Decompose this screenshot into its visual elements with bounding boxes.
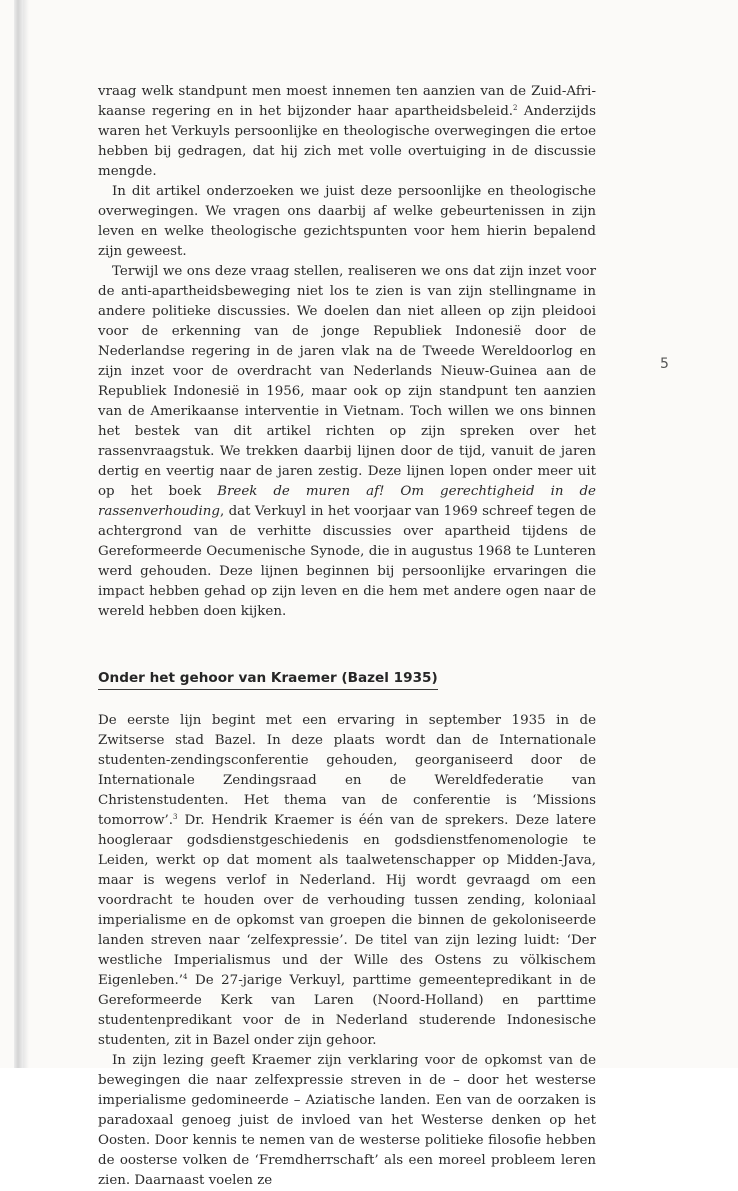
paragraph-4 [98,711,596,1051]
page-binding-edge [14,0,23,1068]
paragraph-1 [98,82,596,182]
footnote-marker-4[interactable]: 4 [183,973,188,981]
paragraph-3-text: Terwijl we ons deze vraag stellen, realiseren we ons dat zijn inzet voor de anti-apartheidsbeweging niet los te zien is van zijn stellingname in andere politieke discussies. We doelen dan niet alleen op zijn pleidooi voor de erkenning van de jonge Republiek Indonesië door de Nederlandse regering in de jaren vlak na de Tweede Wereldoorlog en zijn inzet voor de overdracht van Nederlands Nieuw-Guinea aan de Republiek Indonesië in 1956, maar ook op zijn standpunt ten aanzien van de Amerikaanse interventie in Vietnam. Toch willen we ons binnen het bestek van dit artikel richten op zijn spreken over het rassenvraagstuk. We trekken daarbij lijnen door de tijd, vanuit de jaren dertig en veertig naar de jaren zestig. Deze lijnen lopen onder meer uit op het boek [98,264,596,499]
page-number: 5 [660,356,669,372]
paragraph-4-text-cont: Dr. Hendrik Kraemer is één van de sprekers. Deze latere hoogleraar godsdienstgeschiedenis en godsdienstfenomenologie te Leiden, werkt op dat moment als taalwetenschapper op Midden-Java, maar is wegens verlof in Nederland. Hij wordt gevraagd om een voordracht te houden over de verhouding tussen zending, koloniaal imperialisme en de opkomst van groepen die binnen de gekoloniseerde landen streven naar ‘zelfexpressie’. De titel van zijn lezing luidt: ‘Der westliche Imperialismus und der Wille des Ostens zu völkischem Eigenleben.’ [98,813,596,988]
footnote-marker-3[interactable]: 3 [173,813,178,821]
paragraph-2: In dit artikel onderzoeken we juist deze persoonlijke en theologische overwegingen. We vragen ons daarbij af welke gebeurtenissen in zijn leven en welke theologische gezichtspunten voor hem hierin bepalend zijn geweest. [98,184,596,259]
section-heading: Onder het gehoor van Kraemer (Bazel 1935) [98,668,438,690]
section-heading-wrap [98,622,596,711]
paragraph-5: In zijn lezing geeft Kraemer zijn verklaring voor de opkomst van de bewegingen die naar zelfexpressie streven in de – door het westerse imperialisme gedomineerde – Aziatische landen. Een van de oorzaken is paradoxaal genoeg juist de invloed van het Westerse denken op het Oosten. Door kennis te nemen van de westerse politieke filosofie hebben de oosterse volken de ‘Fremdherrschaft’ als een moreel probleem leren zien. Daarnaast voelen ze [98,1053,596,1188]
body-text [98,82,596,1191]
footnote-marker-2[interactable]: 2 [513,104,518,112]
paragraph-4-text: De eerste lijn begint met een ervaring in september 1935 in de Zwitserse stad Bazel. In deze plaats wordt dan de Internationale studenten-zendingsconferentie gehouden, georganiseerd door de Internationale Zendingsraad en de Wereldfederatie van Christenstudenten. Het thema van de conferentie is ‘Missions tomorrow’. [98,713,596,828]
paragraph-1-text-cont: Anderzijds waren het Verkuyls persoonlijke en theologische overwegingen die ertoe hebben bij gedragen, dat hij zich met volle overtuiging in de discussie mengde. [98,104,596,179]
book-title: Breek de muren af! Om gerechtigheid in de rassenverhouding [98,484,596,519]
paragraph-3-text-cont: , dat Verkuyl in het voorjaar van 1969 schreef tegen de achtergrond van de verhitte discussies over apartheid tijdens de Gereformeerde Oecumenische Synode, die in augustus 1968 te Lunteren werd gehouden. Deze lijnen beginnen bij persoonlijke ervaringen die impact hebben gehad op zijn leven en die hem met andere ogen naar de wereld hebben doen kijken. [98,504,596,619]
page-binding-shadow [23,0,29,1068]
paragraph-1-text: vraag welk standpunt men moest innemen ten aanzien van de Zuid-Afrikaanse regering en in het bijzonder haar apartheidsbeleid. [98,84,596,119]
paragraph-3 [98,262,596,622]
paragraph-4-text-end: De 27-jarige Verkuyl, parttime gemeentepredikant in de Gereformeerde Kerk van Laren (Noord-Holland) en parttime studentenpredikant voor de in Nederland studerende Indonesische studenten, zit in Bazel onder zijn gehoor. [98,973,596,1048]
